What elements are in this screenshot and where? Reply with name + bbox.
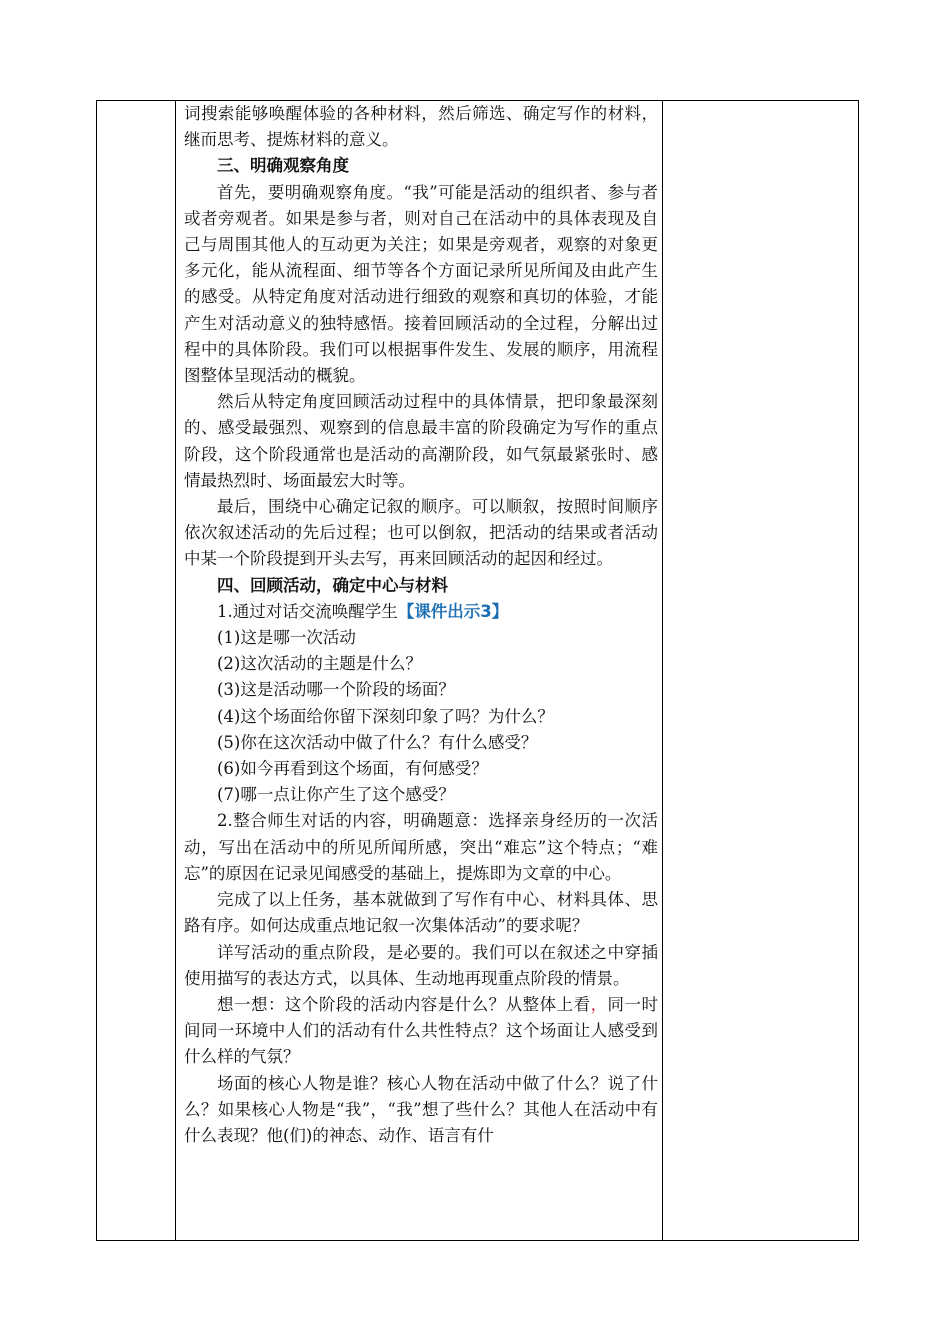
section-heading-3: 三、明确观察角度 xyxy=(217,156,349,176)
table-row xyxy=(97,101,859,1241)
left-column-cell xyxy=(97,101,176,1241)
paragraph-think xyxy=(184,992,658,1071)
paragraph: 首先，要明确观察角度。“我”可能是活动的组织者、参与者或者旁观者。如果是参与者，则对自己在活动中的具体表现及自己与周围其他人的互动更为关注；如果是旁观者，观察的对象更多元化，能从流程面、细节等各个方面记录所见所闻及由此产生的感受。从特定角度对活动进行细致的观察和真切的体验，才能产生对活动意义的独特感悟。接着回顾活动的全过程，分解出过程中的具体阶段。我们可以根据事件发生、发展的顺序，用流程图整体呈现活动的概貌。 xyxy=(184,182,658,386)
paragraph: 最后，围绕中心确定记叙的顺序。可以顺叙，按照时间顺序依次叙述活动的先后过程；也可以倒叙，把活动的结果或者活动中某一个阶段提到开头去写，再来回顾活动的起因和经过。 xyxy=(184,497,658,569)
question-item: (1)这是哪一次活动 xyxy=(217,628,356,648)
question-item: (7)哪一点让你产生了这个感受？ xyxy=(217,785,455,805)
lesson-content xyxy=(176,101,662,1149)
paragraph: 完成了以上任务，基本就做到了写作有中心、材料具体、思路有序。如何达成重点地记叙一次集体活动”的要求呢？ xyxy=(184,890,658,936)
paragraph: 详写活动的重点阶段，是必要的。我们可以在叙述之中穿插使用描写的表达方式，以具体、生动地再现重点阶段的情景。 xyxy=(184,942,658,988)
paragraph-continuation: 词搜索能够唤醒体验的各种材料，然后筛选、确定写作的材料，继而思考、提炼材料的意义。 xyxy=(184,104,658,150)
question-item: (5)你在这次活动中做了什么？有什么感受？ xyxy=(217,732,538,752)
lesson-plan-table xyxy=(96,100,859,1241)
paragraph: 场面的核心人物是谁？核心人物在活动中做了什么？说了什么？如果核心人物是“我”，“我”想了些什么？其他人在活动中有什么表现？他(们)的神态、动作、语言有什 xyxy=(184,1073,658,1145)
paragraph-text: 1.通过对话交流唤醒学生 xyxy=(217,601,398,621)
paragraph: 2.整合师生对话的内容，明确题意：选择亲身经历的一次活动，写出在活动中的所见所闻所感，突出“难忘”这个特点；“难忘”的原因在记录见闻感受的基础上，提炼即为文章的中心。 xyxy=(184,811,658,883)
paragraph-text: 想一想：这个阶段的活动内容是什么？从整体上看 xyxy=(217,994,591,1014)
courseware-label: 【课件出示3】 xyxy=(397,601,509,621)
question-item: (3)这是活动哪一个阶段的场面？ xyxy=(217,680,455,700)
paragraph-text: 同一时间同一环境中人们的活动有什么共性特点？这个场面让人感受到什么样的气氛？ xyxy=(184,994,659,1067)
section-heading-4: 四、回顾活动，确定中心与材料 xyxy=(217,575,448,595)
question-item: (6)如今再看到这个场面，有何感受？ xyxy=(217,759,488,779)
question-item: (2)这次活动的主题是什么？ xyxy=(217,654,422,674)
content-column-cell xyxy=(176,101,663,1241)
question-item: (4)这个场面给你留下深刻印象了吗？为什么？ xyxy=(217,706,554,726)
paragraph-courseware xyxy=(184,599,658,625)
right-column-cell xyxy=(663,101,859,1241)
paragraph: 然后从特定角度回顾活动过程中的具体情景，把印象最深刻的、感受最强烈、观察到的信息最丰富的阶段确定为写作的重点阶段，这个阶段通常也是活动的高潮阶段，如气氛最紧张时、感情最热烈时、场面最宏大时等。 xyxy=(184,392,658,490)
accent-comma: ， xyxy=(590,994,608,1014)
